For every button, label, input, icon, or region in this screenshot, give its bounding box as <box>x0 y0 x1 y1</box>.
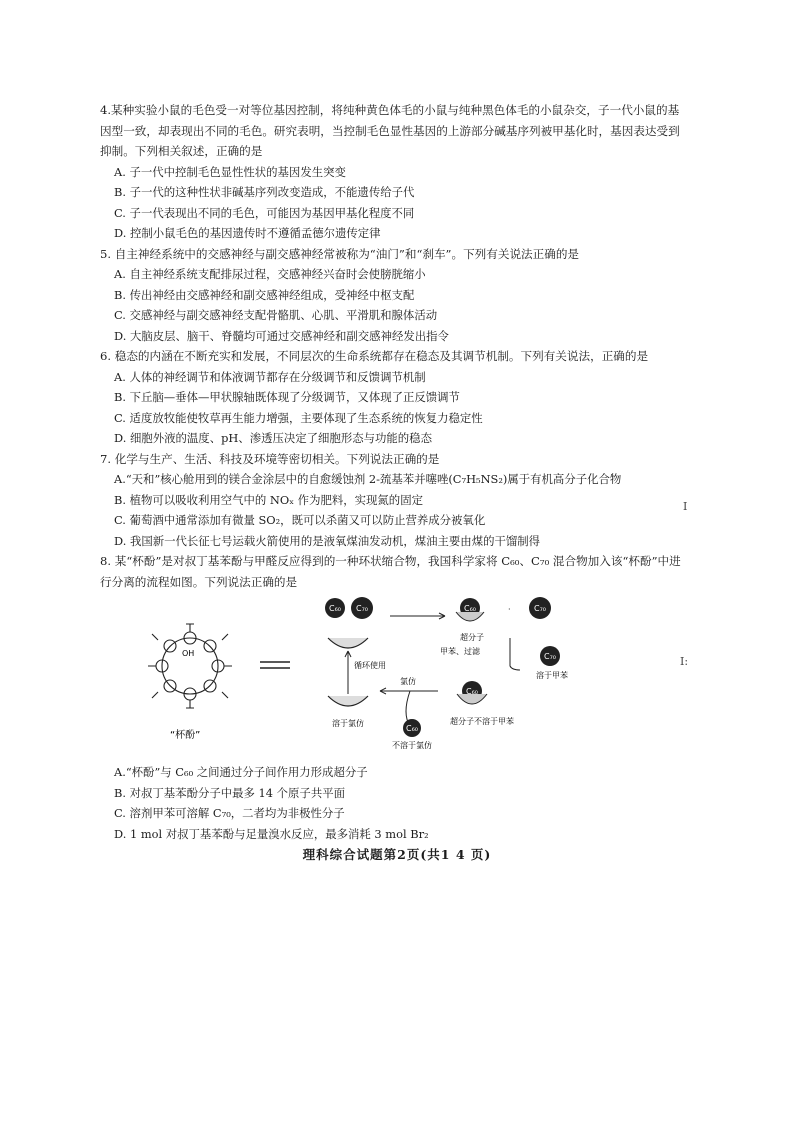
option-b: B. 植物可以吸收利用空气中的 NOₓ 作为肥料，实现氮的固定 <box>114 492 423 507</box>
question-7 <box>100 449 690 552</box>
question-stem: 8. 某“杯酚”是对叔丁基苯酚与甲醛反应得到的一种环状缩合物，我国科学家将 C₆₀、C₇₀ 混合物加入该“杯酚”中进行分离的流程如图。下列说法正确的是 <box>100 554 681 589</box>
recycle-arrow <box>345 651 351 694</box>
supramolecule-c60-label: C₆₀ <box>464 604 476 613</box>
toluene-filter-label: 甲苯、过滤 <box>440 647 480 656</box>
option-c: C. 溶剂甲苯可溶解 C₇₀，二者均为非极性分子 <box>114 806 345 820</box>
arrow-to-supramolecule <box>390 613 445 619</box>
option-d: D. 控制小鼠毛色的基因遗传时不遵循孟德尔遗传定律 <box>114 226 381 240</box>
option-a: A. 人体的神经调节和体液调节都存在分级调节和反馈调节机制 <box>114 369 426 384</box>
calixarene-structure <box>148 624 232 708</box>
option-a: A. 子一代中控制毛色显性性状的基因发生突变 <box>114 164 346 179</box>
option-c: C. 适度放牧能使牧草再生能力增强，主要体现了生态系统的恢复力稳定性 <box>114 410 483 425</box>
option-a: A.“杯酚”与 C₆₀ 之间通过分子间作用力形成超分子 <box>114 765 368 779</box>
not-dissolved-in-chloroform-label: 不溶于氯仿 <box>392 741 432 750</box>
scan-edge-mark: I <box>683 500 688 513</box>
option-c: C. 子一代表现出不同的毛色，可能因为基因甲基化程度不同 <box>114 205 415 220</box>
option-a: A. 自主神经系统支配排尿过程，交感神经兴奋时会使膀胱缩小 <box>114 267 426 281</box>
dissolved-in-toluene-label: 溶于甲苯 <box>536 671 568 680</box>
chloroform-label: 氯仿 <box>400 677 416 686</box>
option-c: C. 交感神经与副交感神经支配骨骼肌、心肌、平滑肌和腺体活动 <box>114 308 438 322</box>
dot-separator: · <box>508 605 511 614</box>
c60-undissolved-label: C₆₀ <box>406 724 418 733</box>
scan-edge-mark: I: <box>680 655 689 668</box>
question-stem: 7. 化学与生产、生活、科技及环境等密切相关。下列说法正确的是 <box>100 451 440 466</box>
c60-label: C₆₀ <box>329 604 341 613</box>
supramolecule-undissolved-c60-label: C₆₀ <box>466 687 478 696</box>
supramolecule-not-dissolved-label: 超分子不溶于甲苯 <box>450 717 514 726</box>
filter-branch-line <box>510 638 520 670</box>
bowl-in-chloroform <box>328 696 368 706</box>
option-d: D. 大脑皮层、脑干、脊髓均可通过交感神经和副交感神经发出指令 <box>114 328 449 343</box>
option-b: B. 对叔丁基苯酚分子中最多 14 个原子共平面 <box>114 785 345 800</box>
option-c: C. 葡萄酒中通常添加有微量 SO₂，既可以杀菌又可以防止营养成分被氧化 <box>114 513 486 527</box>
c70-toluene-label: C₇₀ <box>544 652 556 661</box>
option-b: B. 下丘脑—垂体—甲状腺轴既体现了分级调节，又体现了正反馈调节 <box>114 390 460 404</box>
page-footer: 理科综合试题第2页(共1 4 页) <box>302 847 492 862</box>
option-d: D. 1 mol 对叔丁基苯酚与足量溴水反应，最多消耗 3 mol Br₂ <box>114 826 429 841</box>
option-d: D. 我国新一代长征七号运载火箭使用的是液氧煤油发动机，煤油主要由煤的干馏制得 <box>114 533 541 548</box>
dissolved-in-chloroform-label: 溶于氯仿 <box>332 719 364 728</box>
question-5 <box>100 244 690 347</box>
option-b: B. 传出神经由交感神经和副交感神经组成，受神经中枢支配 <box>114 287 415 302</box>
question-stem: 6. 稳态的内涵在不断充实和发展，不同层次的生命系统都存在稳态及其调节机制。下列有关说法，正确的是 <box>100 349 649 363</box>
flow-diagram-svg <box>100 596 640 756</box>
question-stem: 5. 自主神经系统中的交感神经与副交感神经常被称为“油门”和“刹车”。下列有关说法正确的是 <box>100 246 580 261</box>
option-b: B. 子一代的这种性状非碱基序列改变造成，不能遗传给子代 <box>114 185 415 199</box>
equals-sign <box>260 662 290 668</box>
option-d: D. 细胞外液的温度、pH、渗透压决定了细胞形态与功能的稳态 <box>114 431 432 445</box>
c70-label: C₇₀ <box>356 604 368 613</box>
c70-separate-label: C₇₀ <box>534 604 546 613</box>
exam-page <box>100 100 690 844</box>
question-8 <box>100 551 690 844</box>
recycle-label: 循环使用 <box>354 661 386 670</box>
supramolecule-label: 超分子 <box>460 633 484 642</box>
calixarene-separation-diagram <box>100 596 640 756</box>
question-6 <box>100 346 690 449</box>
question-stem: 4.某种实验小鼠的毛色受一对等位基因控制，将纯种黄色体毛的小鼠与纯种黑色体毛的小鼠杂交，子一代小鼠的基因型一致，却表现出不同的毛色。研究表明，当控制毛色显性基因的上游部分碱基序列被甲基化时，基因表达受到抑制。下列相关叙述，正确的是 <box>100 103 680 158</box>
question-4 <box>100 100 690 244</box>
option-a: A.“天和”核心舱用到的镁合金涂层中的自愈缓蚀剂 2-巯基苯并噻唑(C₇H₅NS₂)属于有机高分子化合物 <box>114 472 622 486</box>
oh-label: OH <box>182 649 195 658</box>
calixarene-label: “杯酚” <box>170 730 201 741</box>
